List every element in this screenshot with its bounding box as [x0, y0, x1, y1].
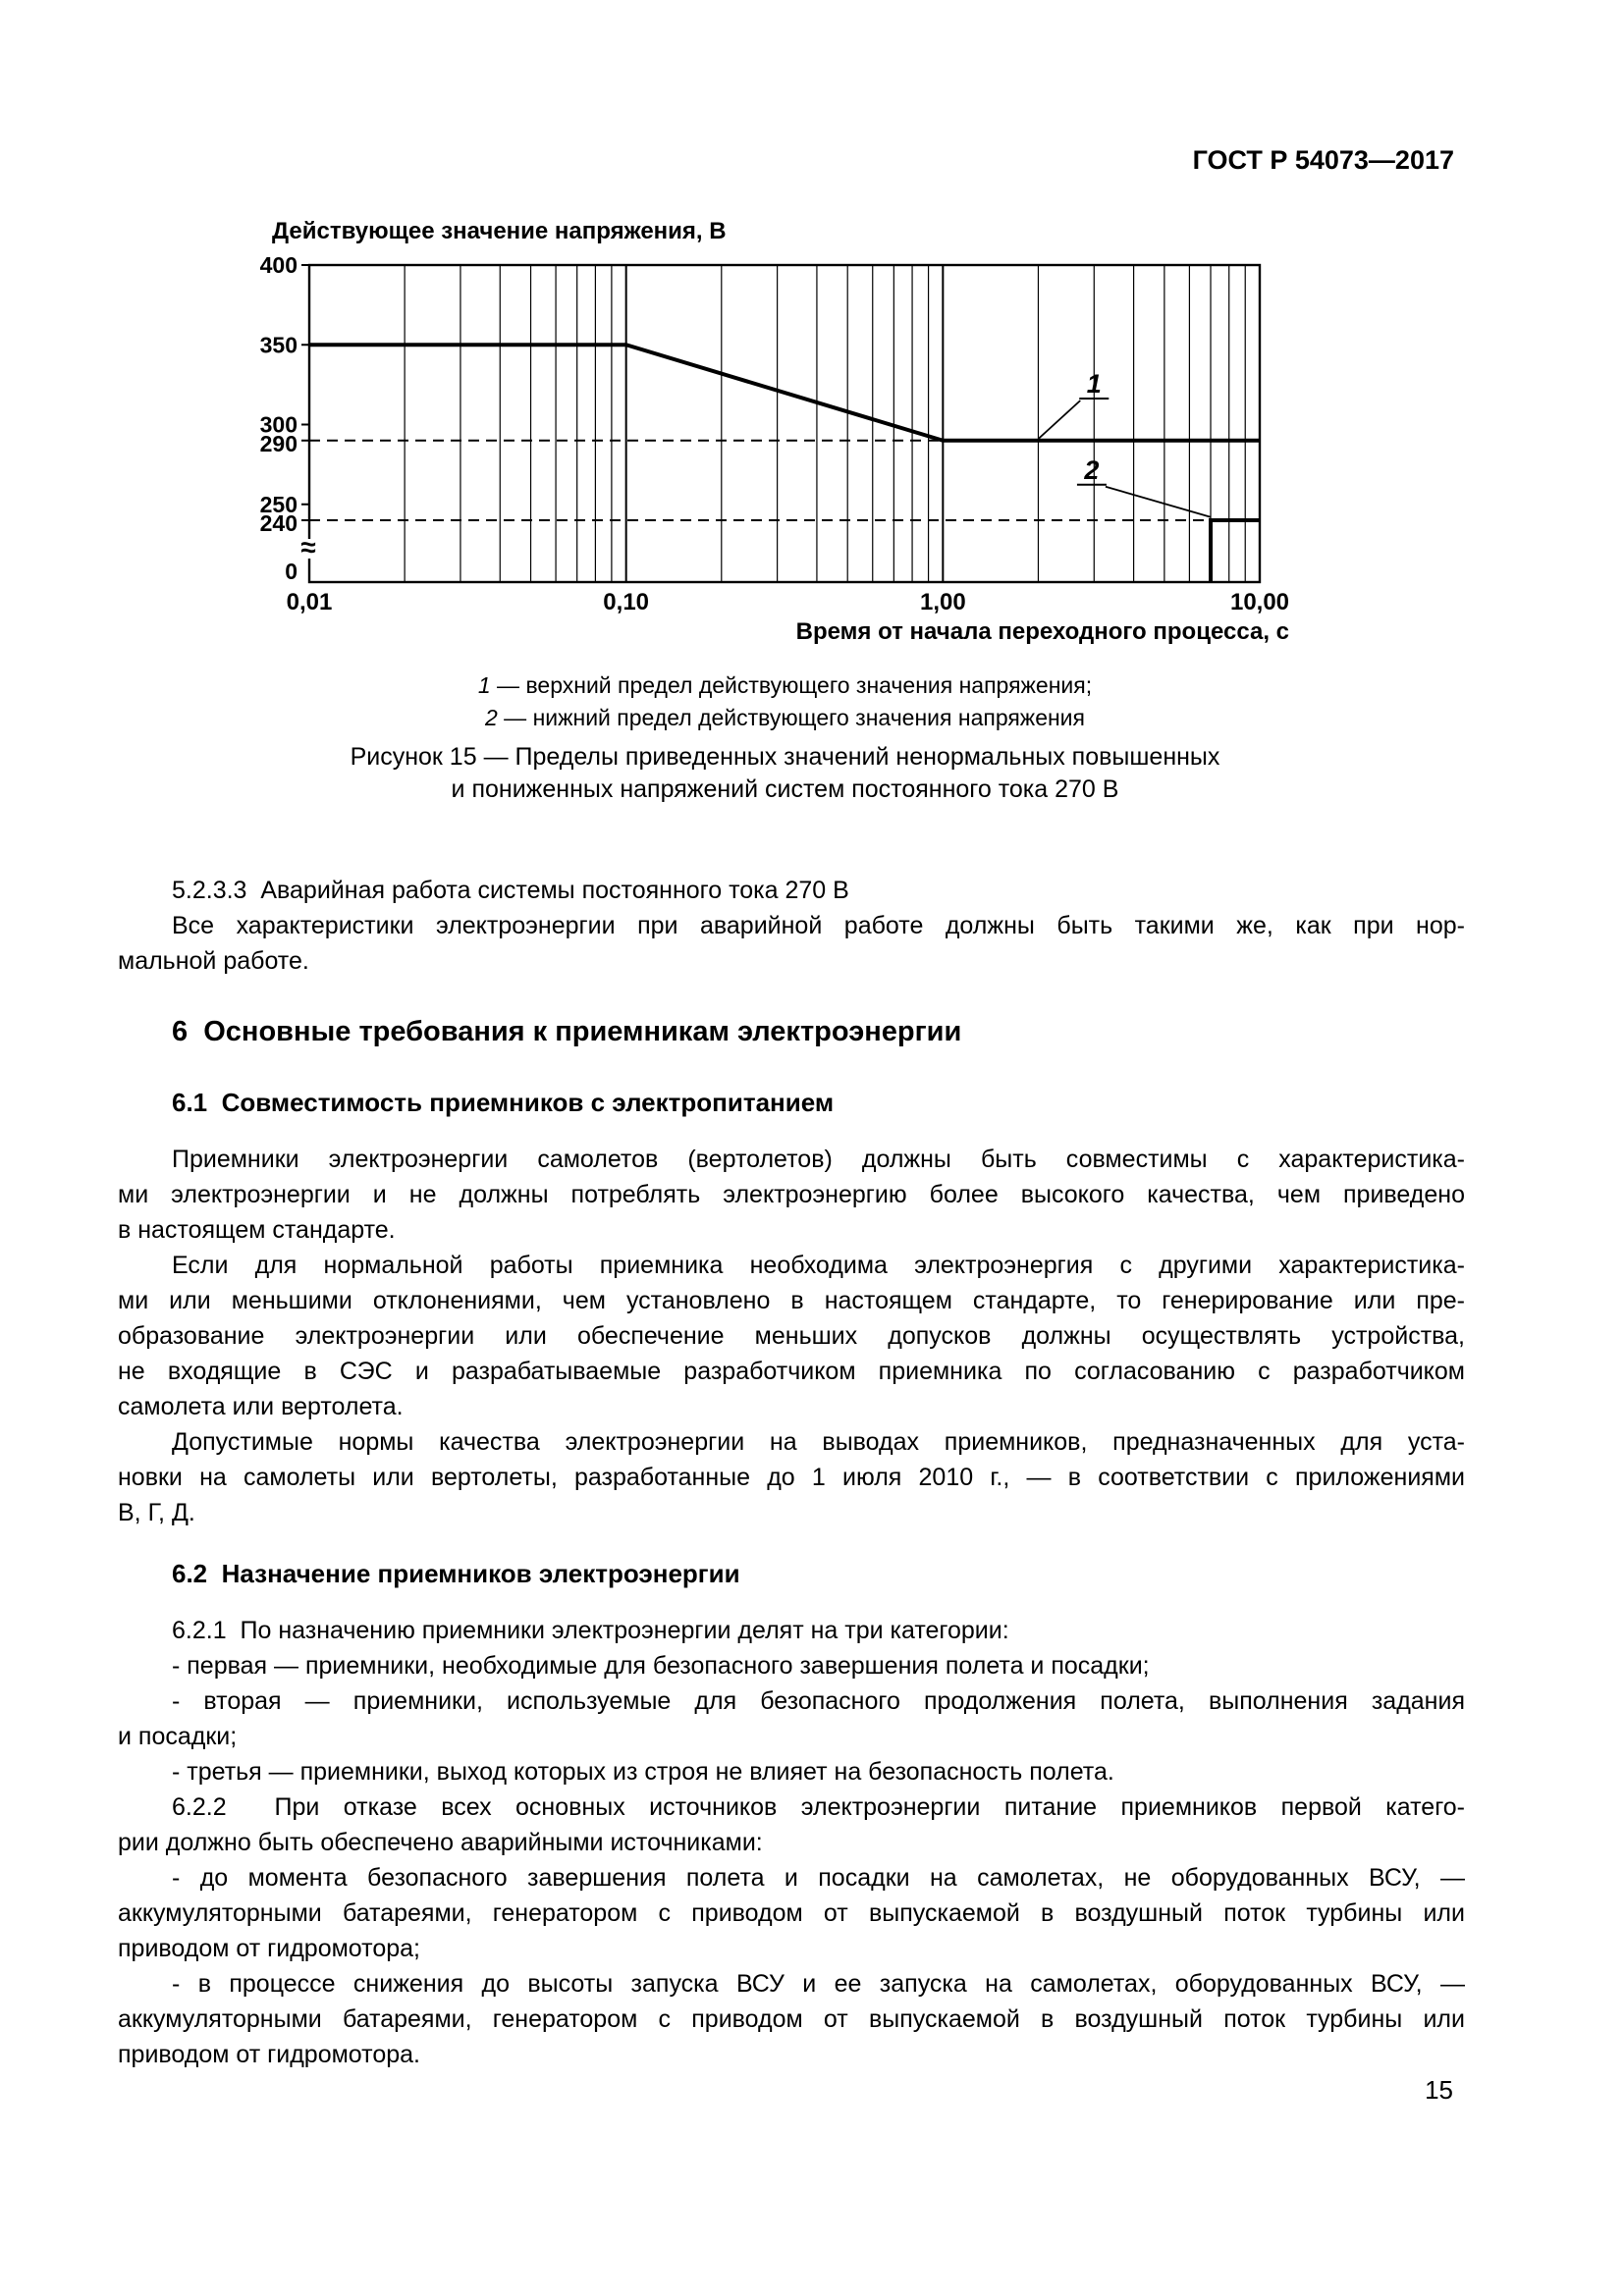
svg-text:0,10: 0,10 [603, 589, 650, 615]
text-line: Допустимые нормы качества электроэнергии на выводах приемников, предназначенных для уста- [172, 1428, 1465, 1456]
svg-text:0: 0 [285, 559, 298, 584]
text-line: в настоящем стандарте. [118, 1216, 396, 1244]
paragraph [118, 1424, 1465, 1530]
svg-text:350: 350 [259, 332, 298, 358]
text-line: Приемники электроэнергии самолетов (вертолетов) должны быть совместимы с характеристика- [172, 1146, 1465, 1173]
section-heading [118, 1085, 1465, 1120]
list-item [118, 1966, 1465, 2072]
paragraph [118, 908, 1465, 979]
legend-marker: 2 [485, 705, 498, 730]
text-line: 6.1 Совместимость приемников с электропитанием [172, 1088, 835, 1117]
svg-text:2: 2 [1084, 454, 1100, 485]
text-line: приводом от гидромотора. [118, 2041, 420, 2068]
text-line: аккумуляторными батареями, генератором с приводом от выпускаемой в воздушный поток турбины или [118, 1899, 1465, 1927]
y-axis-title: Действующее значение напряжения, В [272, 218, 727, 244]
body-text [118, 873, 1465, 2072]
page-header: ГОСТ Р 54073—2017 [1192, 145, 1454, 175]
legend-text: — нижний предел действующего значения напряжения [497, 705, 1085, 730]
paragraph [118, 1613, 1465, 1648]
text-line: 6 Основные требования к приемникам электроэнергии [172, 1016, 962, 1047]
text-line: и посадки; [118, 1723, 238, 1750]
svg-text:250: 250 [259, 491, 298, 517]
text-line: рии должно быть обеспечено аварийными источниками: [118, 1829, 763, 1856]
text-line: - в процессе снижения до высоты запуска ВСУ и ее запуска на самолетах, оборудованных ВСУ, — [172, 1970, 1465, 1998]
text-line: - вторая — приемники, используемые для безопасного продолжения полета, выполнения задания [172, 1687, 1465, 1715]
text-line: ми или меньшими отклонениями, чем установлено в настоящем стандарте, то генерирование или пре- [118, 1287, 1465, 1314]
figure-caption-line: Рисунок 15 — Пределы приведенных значений ненормальных повышенных [350, 743, 1220, 771]
x-axis-title: Время от начала переходного процесса, с [795, 618, 1289, 645]
text-line: новки на самолеты или вертолеты, разработанные до 1 июля 2010 г., — в соответствии с приложениями [118, 1464, 1465, 1491]
text-line: ми электроэнергии и не должны потреблять электроэнергию более высокого качества, чем приведено [118, 1181, 1465, 1208]
text-line: аккумуляторными батареями, генератором с приводом от выпускаемой в воздушный поток турбины или [118, 2005, 1465, 2033]
svg-text:≈: ≈ [300, 532, 316, 562]
text-line: 6.2 Назначение приемников электроэнергии [172, 1559, 740, 1588]
figure-caption [125, 741, 1445, 806]
svg-text:0,01: 0,01 [286, 589, 333, 615]
figure-caption-line: и пониженных напряжений систем постоянного тока 270 В [451, 775, 1119, 803]
text-line: не входящие в СЭС и разрабатываемые разработчиком приемника по согласованию с разработчиком [118, 1358, 1465, 1385]
section-heading [118, 1556, 1465, 1591]
svg-text:10,00: 10,00 [1229, 589, 1290, 615]
text-line: Все характеристики электроэнергии при аварийной работе должны быть такими же, как при нор- [172, 912, 1465, 939]
text-line: - до момента безопасного завершения полета и посадки на самолетах, не оборудованных ВСУ, — [172, 1864, 1465, 1892]
text-line: - первая — приемники, необходимые для безопасного завершения полета и посадки; [172, 1652, 1150, 1680]
text-line: самолета или вертолета. [118, 1393, 404, 1420]
figure-legend [125, 669, 1445, 734]
text-line: 6.2.1 По назначению приемники электроэнергии делят на три категории: [172, 1617, 1009, 1644]
text-line: 6.2.2 При отказе всех основных источников электроэнергии питание приемников первой катего- [172, 1793, 1465, 1821]
paragraph [118, 873, 1465, 908]
svg-text:290: 290 [259, 430, 298, 456]
text-line: Если для нормальной работы приемника необходима электроэнергия с другими характеристика- [172, 1252, 1465, 1279]
legend-marker: 1 [477, 672, 491, 698]
svg-text:1,00: 1,00 [919, 589, 966, 615]
list-item [118, 1860, 1465, 1966]
text-line: приводом от гидромотора; [118, 1935, 420, 1962]
text-line: мальной работе. [118, 947, 309, 975]
legend-text: — верхний предел действующего значения напряжения; [490, 672, 1093, 698]
figure-15-chart [0, 0, 1624, 687]
svg-text:1: 1 [1086, 369, 1102, 399]
svg-text:240: 240 [259, 510, 298, 536]
svg-text:300: 300 [259, 411, 298, 438]
text-line: 5.2.3.3 Аварийная работа системы постоянного тока 270 В [172, 877, 849, 904]
page-number: 15 [1425, 2075, 1453, 2105]
legend-item [125, 669, 1445, 702]
list-item [118, 1683, 1465, 1754]
svg-text:400: 400 [259, 252, 298, 278]
paragraph [118, 1142, 1465, 1248]
legend-item [125, 702, 1445, 734]
section-heading [118, 1012, 1465, 1051]
text-line: образование электроэнергии или обеспечение меньших допусков должны осуществлять устройства, [118, 1322, 1465, 1350]
paragraph [118, 1248, 1465, 1424]
text-line: В, Г, Д. [118, 1499, 195, 1526]
paragraph [118, 1789, 1465, 1860]
list-item [118, 1648, 1465, 1683]
list-item [118, 1754, 1465, 1789]
text-line: - третья — приемники, выход которых из строя не влияет на безопасность полета. [172, 1758, 1114, 1786]
